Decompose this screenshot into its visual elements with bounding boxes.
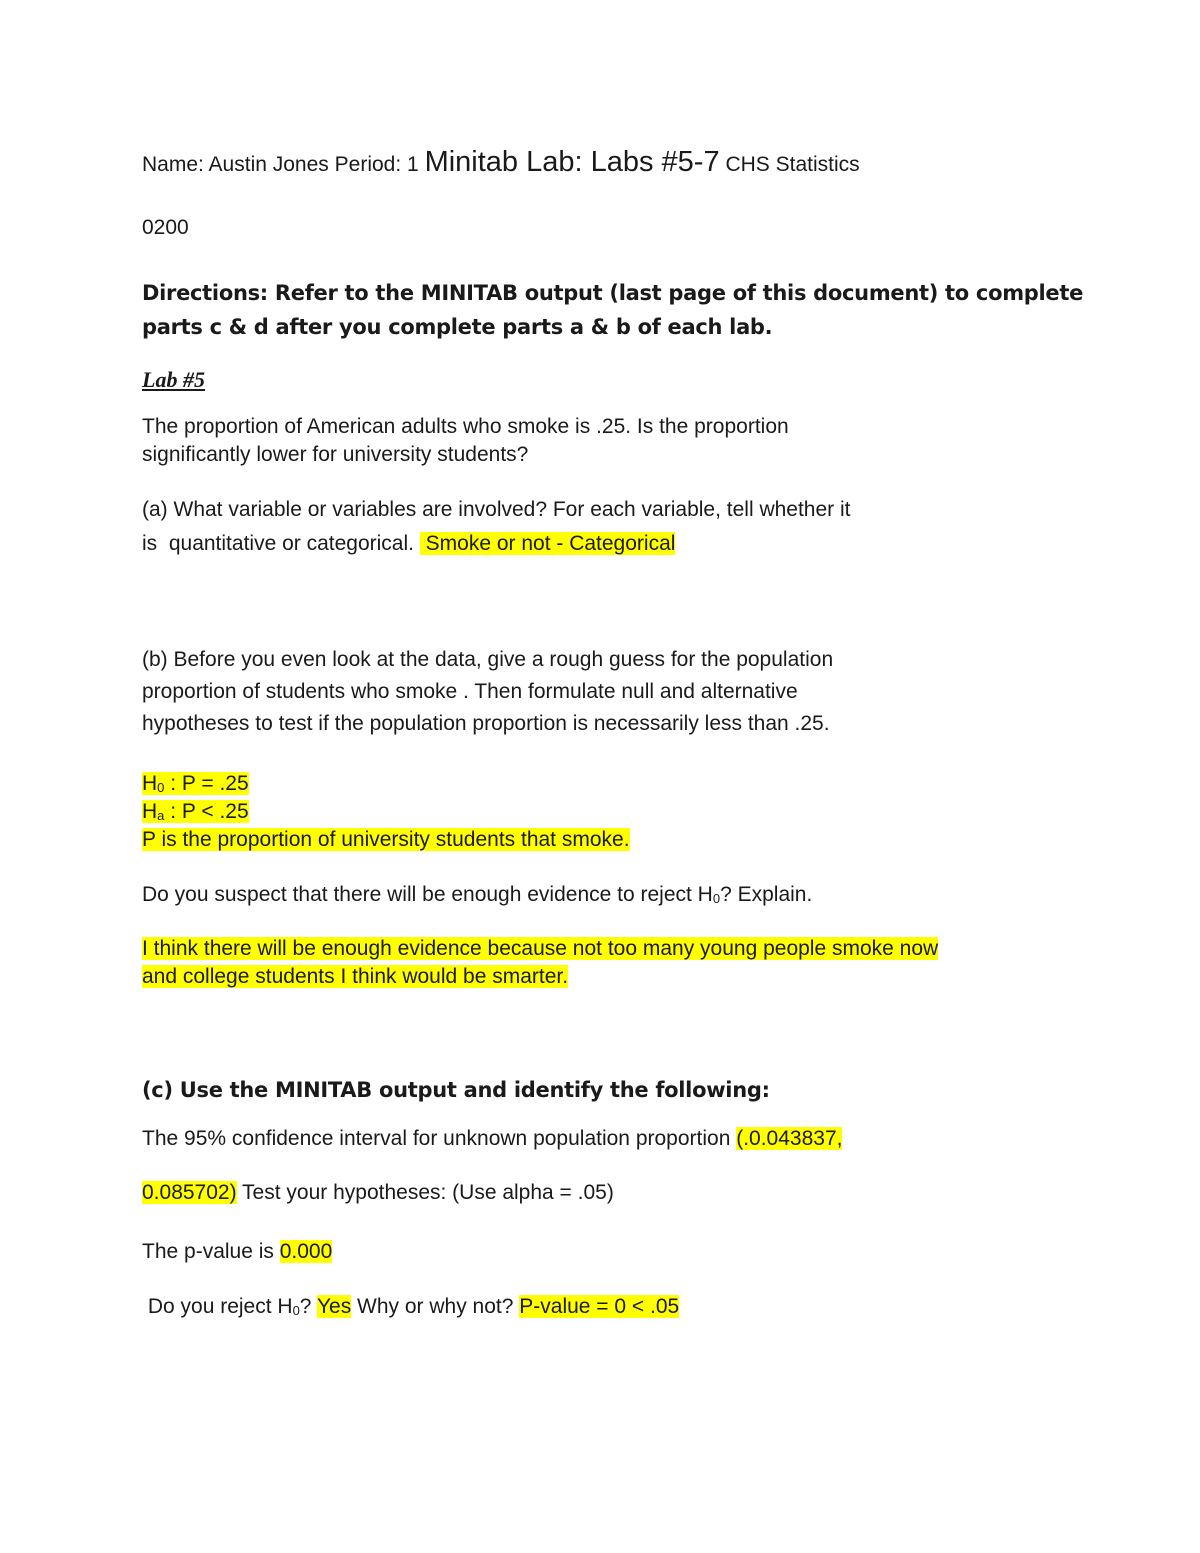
h0-sub: 0 xyxy=(157,780,165,795)
test-text: Test your hypotheses: (Use alpha = .05) xyxy=(236,1181,614,1204)
pvalue-text: The p-value is xyxy=(142,1240,280,1263)
pvalue-answer: 0.000 xyxy=(279,1240,333,1263)
course-name: CHS Statistics xyxy=(725,153,860,176)
ci-answer-a: (.0.043837, xyxy=(736,1127,843,1150)
period-value: 1 xyxy=(407,153,419,176)
ci-test-line xyxy=(142,1179,614,1207)
part-a-line-2 xyxy=(142,530,675,558)
h0-rest: : P = .25 xyxy=(164,772,249,795)
header-code: 0200 xyxy=(142,216,189,239)
ha-sub: a xyxy=(157,808,165,823)
directions-after: after xyxy=(275,315,332,339)
header-line xyxy=(142,146,860,181)
reject-line xyxy=(142,1293,679,1325)
ci-answer-b: 0.085702) xyxy=(142,1181,237,1204)
directions-line-1: Directions: Refer to the MINITAB output (last page of this document) to complete xyxy=(142,281,1084,305)
period-label: Period: xyxy=(334,153,402,176)
part-b-line-2: proportion of students who smoke . Then formulate null and alternative xyxy=(142,680,798,703)
suspect-answer-2 xyxy=(142,963,568,991)
p-definition-text: P is the proportion of university students that smoke. xyxy=(142,828,630,851)
why-answer: P-value = 0 < .05 xyxy=(519,1295,680,1318)
reject-a: Do you reject H xyxy=(142,1295,293,1318)
part-a-line-1: (a) What variable or variables are involved? For each variable, tell whether it xyxy=(142,498,851,521)
suspect-question-b: ? Explain. xyxy=(720,883,813,906)
suspect-question-sub: 0 xyxy=(712,891,721,906)
lab5-intro-2: significantly lower for university students? xyxy=(142,443,529,466)
part-a-answer: Smoke or not - Categorical xyxy=(419,532,676,555)
suspect-question xyxy=(142,881,812,913)
reject-answer: Yes xyxy=(316,1295,352,1318)
directions-line-2 xyxy=(142,313,772,341)
ci-text: The 95% confidence interval for unknown population proportion xyxy=(142,1127,737,1150)
lab5-heading: Lab #5 xyxy=(142,367,205,392)
pvalue-line xyxy=(142,1238,332,1266)
part-b-line-1: (b) Before you even look at the data, give a rough guess for the population xyxy=(142,648,834,671)
h0-letter: H xyxy=(142,772,158,795)
directions-line-2a: parts c & d xyxy=(142,315,276,339)
part-b-line-3: hypotheses to test if the population proportion is necessarily less than .25. xyxy=(142,712,830,735)
lab-title: Minitab Lab: Labs #5-7 xyxy=(424,146,720,178)
ha-letter: H xyxy=(142,800,158,823)
part-a-question: is quantitative or categorical. xyxy=(142,532,420,555)
ci-line xyxy=(142,1125,842,1153)
suspect-answer-1 xyxy=(142,935,938,963)
lab5-intro-1: The proportion of American adults who smoke is .25. Is the proportion xyxy=(142,415,789,438)
reject-b: ? xyxy=(299,1295,317,1318)
suspect-answer-1-text: I think there will be enough evidence because not too many young people smoke now xyxy=(142,937,939,960)
suspect-question-a: Do you suspect that there will be enough evidence to reject H xyxy=(142,883,713,906)
name-label: Name: xyxy=(142,153,204,176)
part-c-heading: (c) Use the MINITAB output and identify the following: xyxy=(142,1078,770,1102)
suspect-answer-2-text: and college students I think would be smarter. xyxy=(142,965,569,988)
ha-rest: : P < .25 xyxy=(164,800,249,823)
reject-sub: 0 xyxy=(292,1303,300,1318)
p-definition xyxy=(142,826,630,854)
directions-line-2c: you complete parts a & b of each lab. xyxy=(332,315,773,339)
name-value: Austin Jones xyxy=(208,153,329,176)
why-text: Why or why not? xyxy=(351,1295,520,1318)
